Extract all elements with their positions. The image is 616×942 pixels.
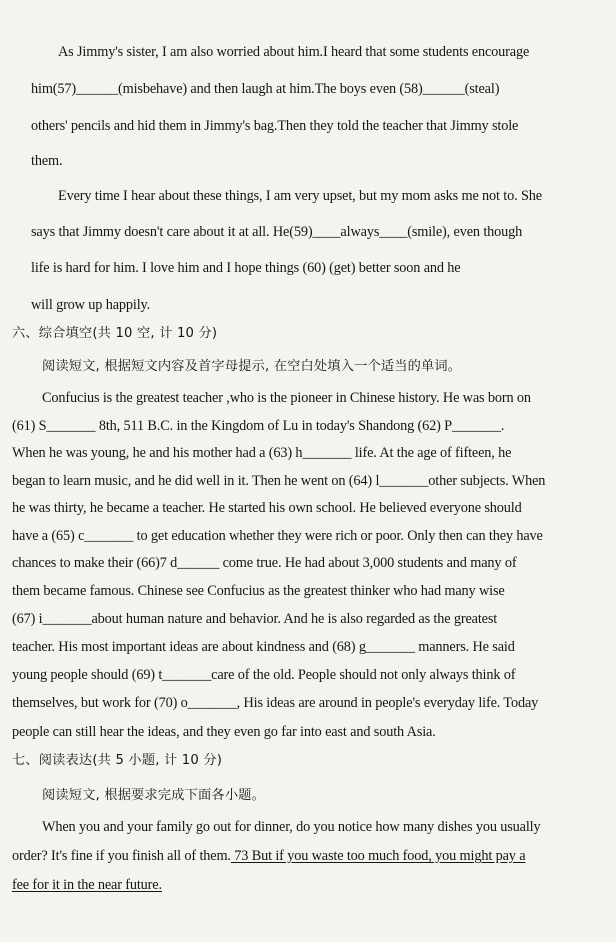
passage-line: Confucius is the greatest teacher ,who is the pioneer in Chinese history. He was born on — [42, 390, 531, 406]
passage-line: When he was young, he and his mother had a (63) h_______ life. At the age of fifteen, he — [12, 445, 512, 461]
paragraph-line: will grow up happily. — [31, 297, 151, 313]
paragraph-line: others' pencils and hid them in Jimmy's bag.Then they told the teacher that Jimmy stole — [31, 118, 519, 134]
passage-line: (61) S_______ 8th, 511 B.C. in the Kingdom of Lu in today's Shandong (62) P_______. — [12, 418, 505, 434]
passage-line: When you and your family go out for dinner, do you notice how many dishes you usually — [42, 819, 541, 835]
section-six-instruction: 阅读短文, 根据短文内容及首字母提示, 在空白处填入一个适当的单词。 — [42, 359, 462, 374]
passage-line: he was thirty, he became a teacher. He started his own school. He believed everyone should — [12, 500, 522, 516]
paragraph-line: him(57)______(misbehave) and then laugh at him.The boys even (58)______(steal) — [31, 81, 500, 97]
underlined-sentence: 73 But if you waste too much food, you might pay a — [230, 848, 526, 864]
passage-line: chances to make their (66)7 d______ come true. He had about 3,000 students and many of — [12, 555, 517, 571]
passage-line: (67) i_______about human nature and behavior. And he is also regarded as the greatest — [12, 611, 498, 627]
paragraph-line: life is hard for him. I love him and I hope things (60) (get) better soon and he — [31, 260, 461, 276]
paragraph-line: As Jimmy's sister, I am also worried about him.I heard that some students encourage — [58, 44, 530, 60]
passage-line: themselves, but work for (70) o_______, His ideas are around in people's everyday life. Today — [12, 695, 539, 711]
passage-line: young people should (69) t_______care of the old. People should not only always think of — [12, 667, 516, 683]
passage-line: teacher. His most important ideas are about kindness and (68) g_______ manners. He said — [12, 639, 515, 655]
passage-line — [12, 846, 525, 866]
paragraph-line: says that Jimmy doesn't care about it at all. He(59)____always____(smile), even though — [31, 224, 523, 240]
underlined-sentence: fee for it in the near future. — [12, 877, 162, 893]
passage-line: them became famous. Chinese see Confucius as the greatest thinker who had many wise — [12, 583, 505, 599]
paragraph-line: Every time I hear about these things, I am very upset, but my mom asks me not to. She — [58, 188, 542, 204]
passage-line: have a (65) c_______ to get education whether they were rich or poor. Only then can they have — [12, 528, 543, 544]
paragraph-line: them. — [31, 153, 63, 169]
section-six-heading: 六、综合填空(共 10 空, 计 10 分) — [12, 326, 218, 341]
plain-text: order? It's fine if you finish all of them. — [12, 848, 231, 864]
passage-line: people can still hear the ideas, and they even go far into east and south Asia. — [12, 724, 436, 740]
passage-line: began to learn music, and he did well in it. Then he went on (64) l_______other subjects. When — [12, 473, 546, 489]
section-seven-heading: 七、阅读表达(共 5 小题, 计 10 分) — [12, 753, 223, 768]
section-seven-instruction: 阅读短文, 根据要求完成下面各小题。 — [42, 788, 265, 803]
